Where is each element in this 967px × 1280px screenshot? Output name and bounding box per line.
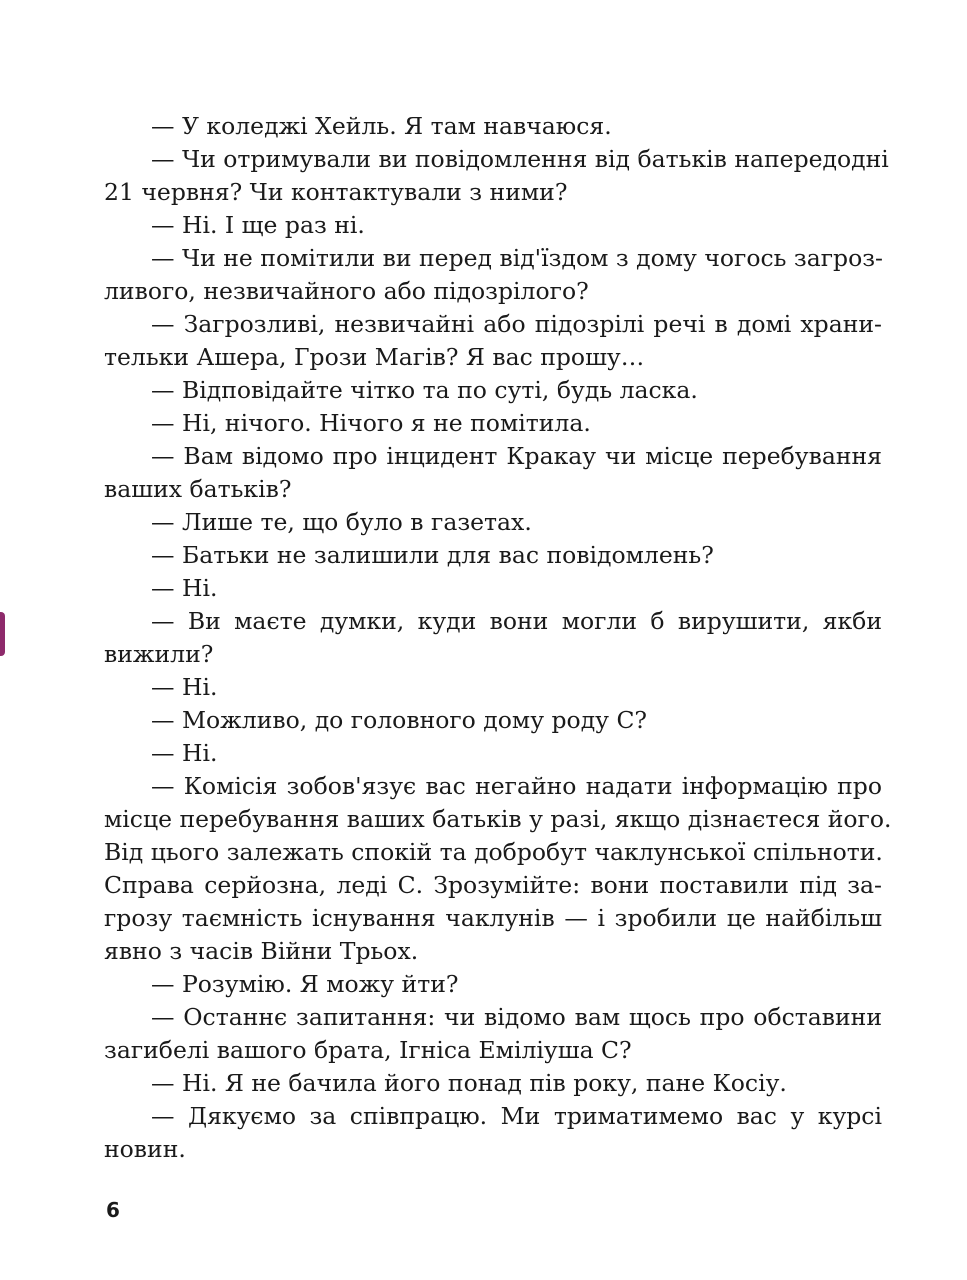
text-line: Від цього залежать спокій та добробут чаклунської спільноти.: [104, 838, 883, 866]
text-line: грозу таємність існування чаклунів — і зробили це найбільш: [104, 904, 882, 932]
text-line: — Батьки не залишили для вас повідомлень?: [151, 541, 714, 569]
text-line: тельки Ашера, Грози Магів? Я вас прошу…: [104, 343, 645, 371]
text-line: — Дякуємо за співпрацю. Ми триматимемо вас у курсі: [151, 1102, 882, 1130]
text-line: — Комісія зобов'язує вас негайно надати інформацію про: [151, 772, 882, 800]
text-line: загибелі вашого брата, Ігніса Еміліуша С?: [104, 1036, 632, 1064]
dialogue-text-block: [104, 110, 892, 1166]
text-line: — Загрозливі, незвичайні або підозрілі речі в домі храни-: [151, 310, 882, 338]
text-line: — Останнє запитання: чи відомо вам щось про обставини: [151, 1003, 882, 1031]
text-line: — Лише те, що було в газетах.: [151, 508, 532, 536]
text-line: місце перебування ваших батьків у разі, якщо дізнаєтеся його.: [104, 805, 892, 833]
text-line: — Ні.: [151, 574, 218, 602]
text-line: ваших батьків?: [104, 475, 292, 503]
page-number: 6: [106, 1198, 120, 1222]
text-line: — Ні. І ще раз ні.: [151, 211, 365, 239]
text-line: — Можливо, до головного дому роду С?: [151, 706, 648, 734]
text-line: — Ні. Я не бачила його понад пів року, пане Косіу.: [151, 1069, 787, 1097]
text-line: — Відповідайте чітко та по суті, будь ласка.: [151, 376, 698, 404]
text-line: — У коледжі Хейль. Я там навчаюся.: [151, 112, 612, 140]
text-line: — Ні, нічого. Нічого я не помітила.: [151, 409, 591, 437]
text-line: — Ні.: [151, 739, 218, 767]
text-line: — Чи не помітили ви перед від'їздом з дому чогось загроз-: [151, 244, 883, 272]
text-line: явно з часів Війни Трьох.: [104, 937, 419, 965]
text-line: — Вам відомо про інцидент Кракау чи місце перебування: [151, 442, 882, 470]
text-line: — Чи отримували ви повідомлення від батьків напередодні: [151, 145, 889, 173]
text-line: вижили?: [104, 640, 214, 668]
text-line: Справа серйозна, леді С. Зрозумійте: вони поставили під за-: [104, 871, 882, 899]
text-line: 21 червня? Чи контактували з ними?: [104, 178, 568, 206]
text-line: новин.: [104, 1135, 186, 1163]
text-line: — Ні.: [151, 673, 218, 701]
text-line: — Розумію. Я можу йти?: [151, 970, 459, 998]
text-line: — Ви маєте думки, куди вони могли б вирушити, якби: [151, 607, 882, 635]
text-line: ливого, незвичайного або підозрілого?: [104, 277, 589, 305]
page-edge-mark: [0, 612, 5, 656]
